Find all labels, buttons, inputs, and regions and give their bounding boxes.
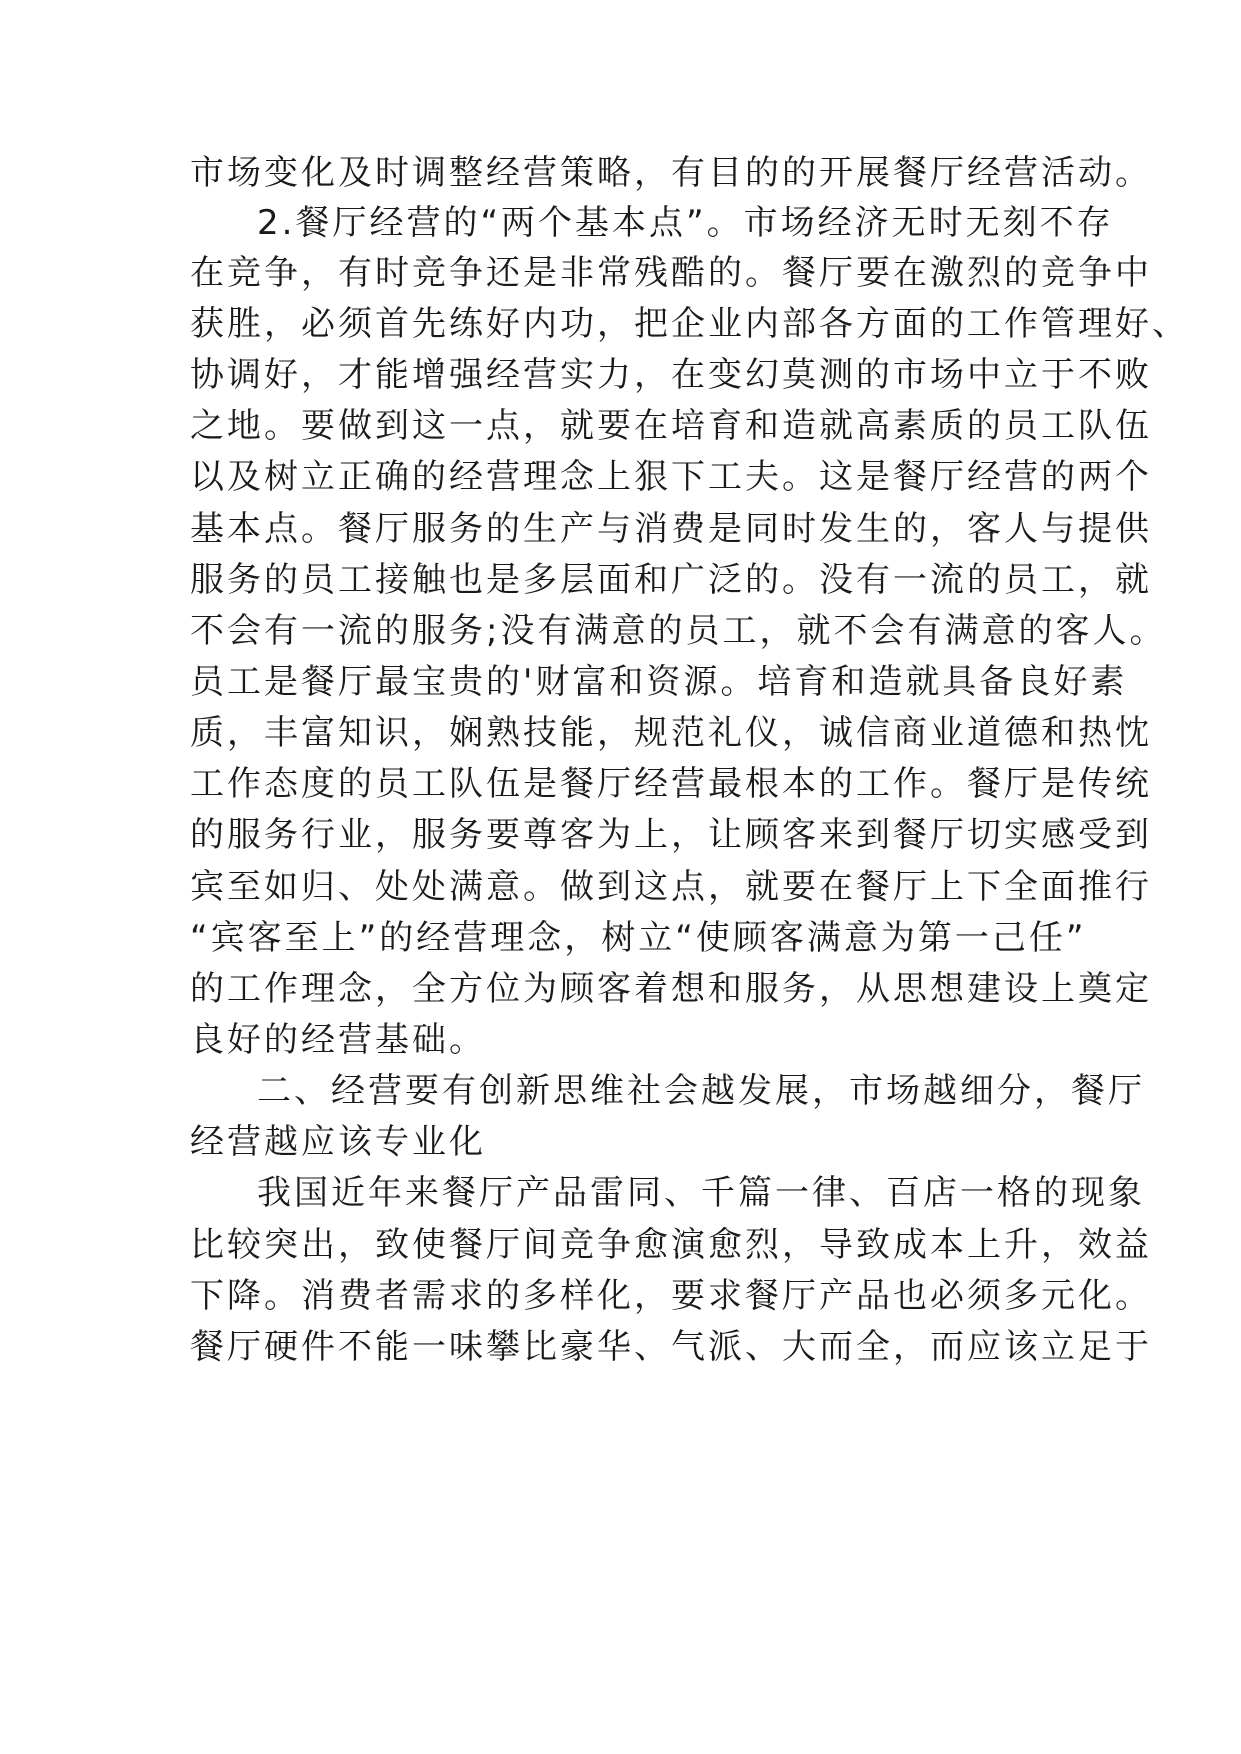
text-line: 我国近年来餐厅产品雷同、千篇一律、百店一格的现象 bbox=[257, 1173, 1145, 1213]
section-heading: 经营越应该专业化 bbox=[190, 1122, 486, 1162]
text-line: 员工是餐厅最宝贵的'财富和资源。培育和造就具备良好素 bbox=[190, 662, 1128, 702]
text-line: 的服务行业，服务要尊客为上，让顾客来到餐厅切实感受到 bbox=[190, 815, 1152, 855]
text-line: 的工作理念，全方位为顾客着想和服务，从思想建设上奠定 bbox=[190, 969, 1152, 1009]
text-line: 市场变化及时调整经营策略，有目的的开展餐厅经营活动。 bbox=[190, 153, 1152, 193]
text-line: 在竞争，有时竞争还是非常残酷的。餐厅要在激烈的竞争中 bbox=[190, 253, 1152, 293]
text-line: 餐厅硬件不能一味攀比豪华、气派、大而全，而应该立足于 bbox=[190, 1327, 1152, 1367]
text-line: 工作态度的员工队伍是餐厅经营最根本的工作。餐厅是传统 bbox=[190, 764, 1152, 804]
text-line: 良好的经营基础。 bbox=[190, 1020, 486, 1060]
text-line: 下降。消费者需求的多样化，要求餐厅产品也必须多元化。 bbox=[190, 1276, 1152, 1316]
text-line: 不会有一流的服务;没有满意的员工，就不会有满意的客人。 bbox=[190, 611, 1167, 651]
text-line: 获胜，必须首先练好内功，把企业内部各方面的工作管理好、 bbox=[190, 304, 1189, 344]
text-line: 宾至如归、处处满意。做到这点，就要在餐厅上下全面推行 bbox=[190, 867, 1152, 907]
text-line: 以及树立正确的经营理念上狠下工夫。这是餐厅经营的两个 bbox=[190, 457, 1152, 497]
text-line: 服务的员工接触也是多层面和广泛的。没有一流的员工，就 bbox=[190, 560, 1152, 600]
text-line: 质，丰富知识，娴熟技能，规范礼仪，诚信商业道德和热忱 bbox=[190, 713, 1152, 753]
section-heading: 二、经营要有创新思维社会越发展，市场越细分，餐厅 bbox=[257, 1071, 1145, 1111]
text-line: 比较突出，致使餐厅间竞争愈演愈烈，导致成本上升，效益 bbox=[190, 1225, 1152, 1265]
text-line: “宾客至上”的经营理念，树立“使顾客满意为第一己任” bbox=[190, 918, 1087, 958]
text-line: 之地。要做到这一点，就要在培育和造就高素质的员工队伍 bbox=[190, 406, 1152, 446]
text-line: 2.餐厅经营的“两个基本点”。市场经济无时无刻不存 bbox=[257, 203, 1114, 243]
text-line: 协调好，才能增强经营实力，在变幻莫测的市场中立于不败 bbox=[190, 355, 1152, 395]
text-line: 基本点。餐厅服务的生产与消费是同时发生的，客人与提供 bbox=[190, 509, 1152, 549]
